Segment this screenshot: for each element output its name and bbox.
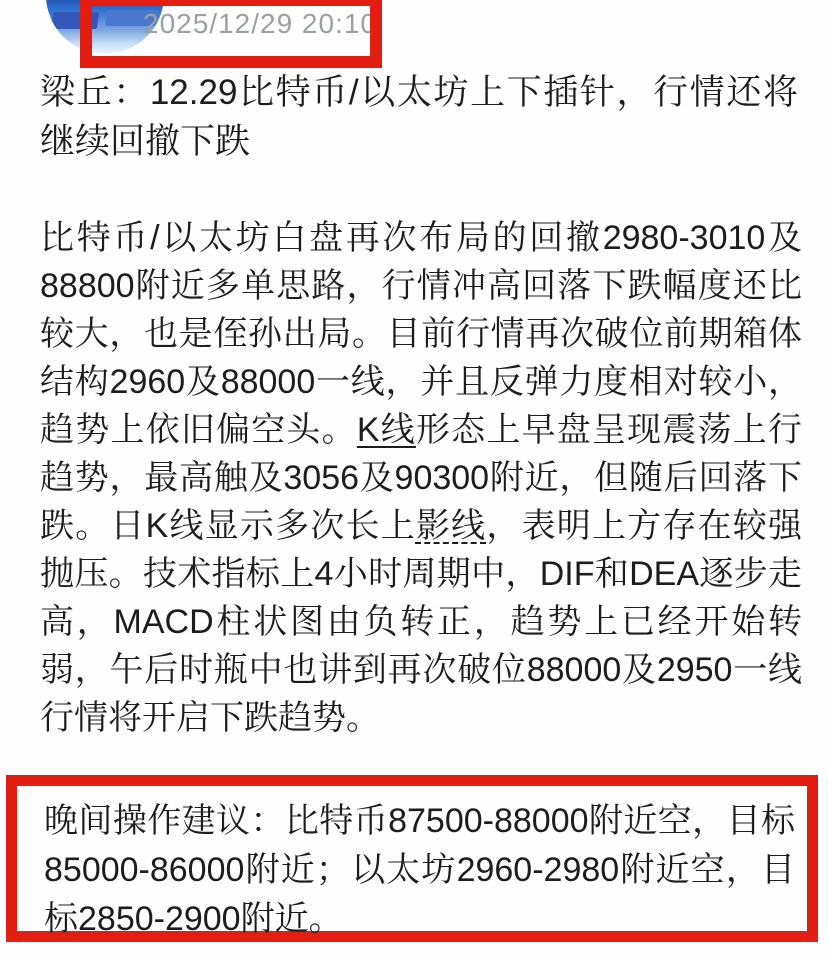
advice-annotation-box [6,775,818,942]
body-text-segment: 形态上早盘呈现震荡上行趋势，最高触及3056及90300附近，但随后回落下跌。日K线显示多次长上 [40,411,803,545]
advice-text: 晚间操作建议：比特币87500-88000附近空，目标85000-86000附近；以太坊2960-2980附近空，目标2850-2900附近。 [44,802,795,938]
body-text-segment: 比特币/以太坊白盘再次布局的回撤2980-3010及88800附近多单思路，行情冲高回落下跌幅度还比较大，也是侄孙出局。目前行情再次破位前期箱体结构2960及88000一线，并且反弹力度相对较小，趋势上依旧偏空头。 [40,219,802,449]
post-title: 梁丘：12.29比特币/以太坊上下插针，行情还将继续回撤下跌 [40,73,798,161]
body-text-segment: ，表明上方存在较强抛压。技术指标上4小时周期中，DIF和DEA逐步走高，MACD柱状图由负转正，趋势上已经开始转弱，午后时瓶中也讲到再次破位88000及2950一线行情将开启下跌趋势。 [40,507,803,737]
avatar-ribbon-left [51,12,99,29]
post-timestamp: 2025/12/29 20:10 [143,8,377,39]
underlined-term: 影线 [415,507,487,545]
underlined-term: K线 [356,411,416,449]
article-body [40,214,802,742]
